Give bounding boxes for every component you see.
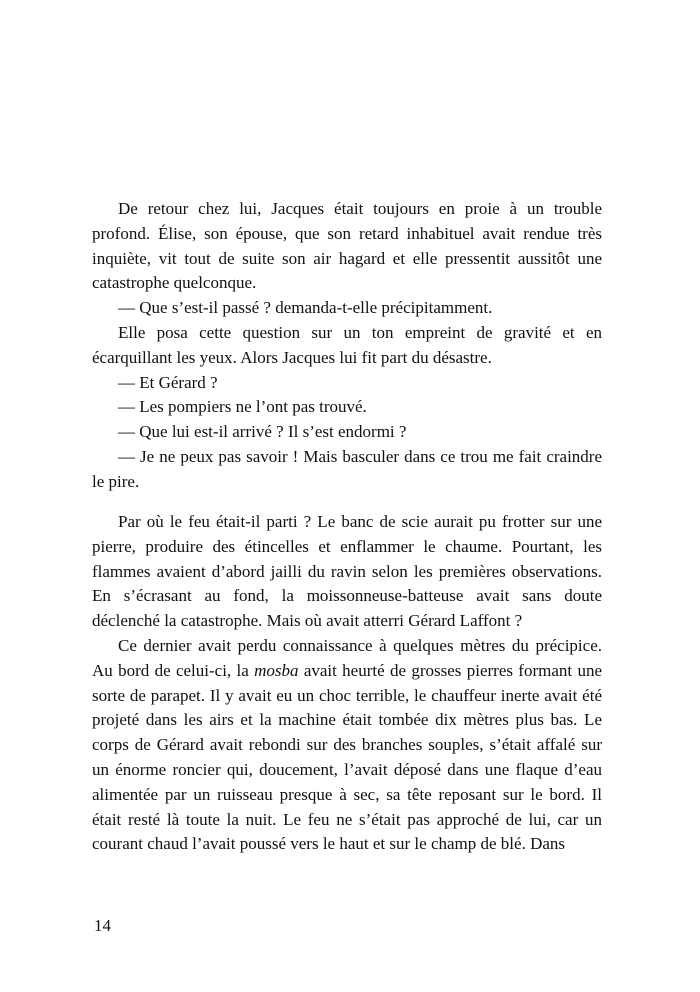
italic-term: mosba — [254, 660, 299, 680]
page-number: 14 — [94, 916, 111, 935]
dialogue-line: — Que lui est-il arrivé ? Il s’est endormi ? — [118, 422, 407, 442]
paragraph: Par où le feu était-il parti ? Le banc de scie aurait pu frotter sur une pierre, produire des étincelles et enflammer le chaume. Pourtant, les flammes avaient d’abord jailli du ravin selon les premières observations. En s’écrasant au fond, la moissonneuse-batteuse avait sans doute déclenché la catastrophe. Mais où avait atterri Gérard Laffont ? — [92, 512, 602, 631]
dialogue-line: — Les pompiers ne l’ont pas trouvé. — [118, 397, 367, 417]
paragraph — [92, 634, 602, 857]
paragraph: Elle posa cette question sur un ton empreint de gravité et en écarquillant les yeux. Alors Jacques lui fit part du désastre. — [92, 322, 602, 367]
paragraph-text: Ce dernier avait perdu connaissance à quelques mètres du précipice. Au bord de celui-ci, la — [92, 635, 602, 680]
dialogue-line: — Je ne peux pas savoir ! Mais basculer dans ce trou me fait craindre le pire. — [92, 446, 602, 491]
paragraph-text: avait heurté de grosses pierres formant une sorte de parapet. Il y avait eu un choc terrible, le chauffeur inerte avait été projeté dans les airs et la machine était tombée dix mètres plus bas. Le corps de Gérard avait rebondi sur des branches souples, s’était affalé sur un énorme roncier qui, doucement, l’avait déposé dans une flaque d’eau alimentée par un ruisseau presque à sec, sa tête reposant sur le bord. Il était resté là toute la nuit. Le feu ne s’était pas approché de lui, car un courant chaud l’avait poussé vers le haut et sur le champ de blé. Dans — [92, 660, 602, 854]
dialogue-line: — Que s’est-il passé ? demanda-t-elle précipitamment. — [118, 298, 493, 318]
section-2 — [92, 510, 602, 857]
dialogue-line: — Et Gérard ? — [118, 372, 218, 392]
section-1 — [92, 197, 602, 495]
paragraph: De retour chez lui, Jacques était toujours en proie à un trouble profond. Élise, son épouse, que son retard inhabituel avait rendue très inquiète, vit tout de suite son air hagard et elle pressentit aussitôt une catastrophe quelconque. — [92, 199, 602, 293]
